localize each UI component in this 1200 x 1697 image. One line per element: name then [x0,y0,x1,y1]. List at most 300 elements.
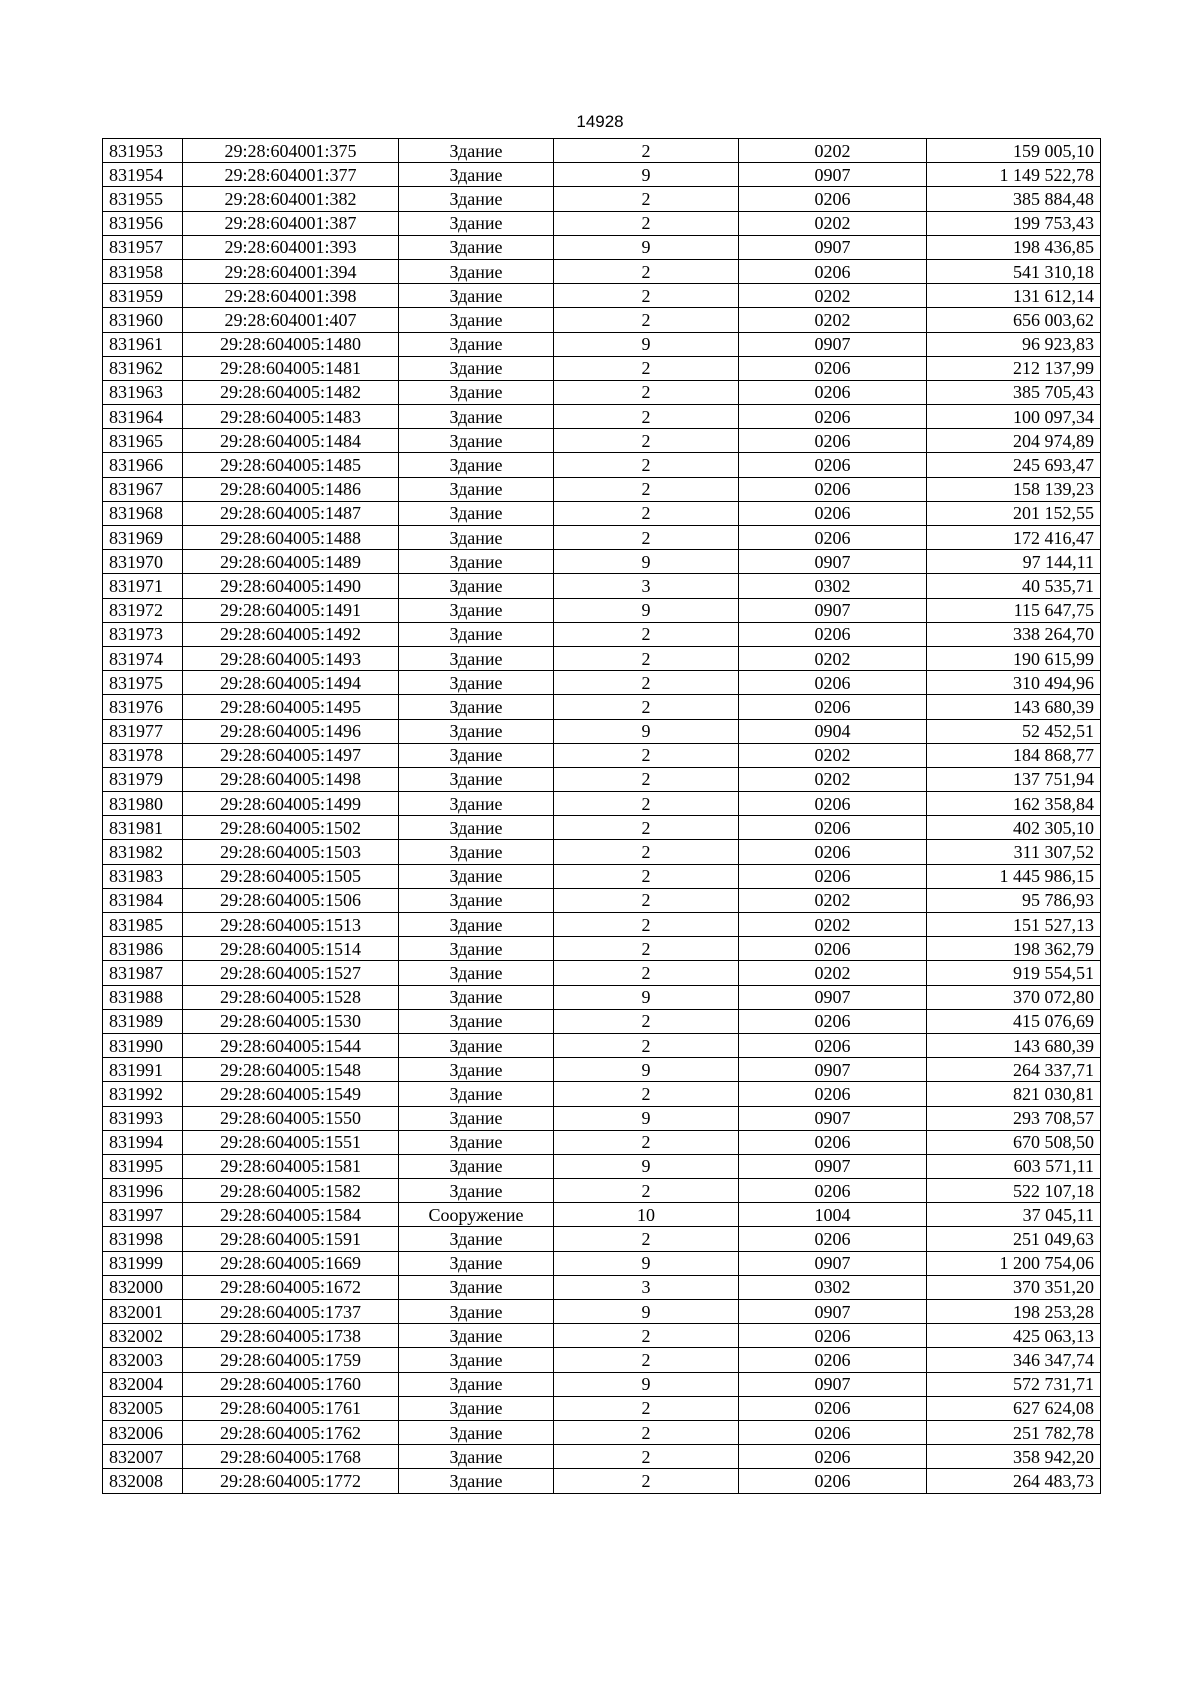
cadastral-number-cell: 29:28:604005:1493 [183,646,399,670]
row-number-cell: 831963 [103,380,183,404]
subgroup-code-cell: 0206 [739,840,927,864]
table-row [103,937,1101,961]
subgroup-code-cell: 0206 [739,671,927,695]
row-number-cell: 831954 [103,163,183,187]
cadastral-value-cell: 370 072,80 [927,985,1101,1009]
subgroup-code-cell: 0206 [739,937,927,961]
row-number-cell: 831990 [103,1033,183,1057]
group-cell: 2 [554,356,739,380]
row-number-cell: 831998 [103,1227,183,1251]
cadastral-value-cell: 415 076,69 [927,1009,1101,1033]
group-cell: 2 [554,937,739,961]
cadastral-value-cell: 1 200 754,06 [927,1251,1101,1275]
row-number-cell: 831964 [103,405,183,429]
row-number-cell: 831962 [103,356,183,380]
group-cell: 2 [554,646,739,670]
cadastral-value-cell: 245 693,47 [927,453,1101,477]
object-type-cell: Здание [399,550,554,574]
row-number-cell: 831970 [103,550,183,574]
table-row [103,405,1101,429]
row-number-cell: 832006 [103,1420,183,1444]
object-type-cell: Здание [399,840,554,864]
row-number-cell: 831973 [103,622,183,646]
cadastral-value-cell: 40 535,71 [927,574,1101,598]
subgroup-code-cell: 0302 [739,574,927,598]
cadastral-value-cell: 251 782,78 [927,1420,1101,1444]
subgroup-code-cell: 0907 [739,332,927,356]
group-cell: 2 [554,405,739,429]
cadastral-number-cell: 29:28:604005:1488 [183,526,399,550]
group-cell: 2 [554,429,739,453]
object-type-cell: Здание [399,308,554,332]
table-row [103,864,1101,888]
cadastral-value-cell: 158 139,23 [927,477,1101,501]
cadastral-value-cell: 919 554,51 [927,961,1101,985]
cadastral-value-cell: 143 680,39 [927,1033,1101,1057]
subgroup-code-cell: 0907 [739,1106,927,1130]
object-type-cell: Здание [399,767,554,791]
group-cell: 9 [554,550,739,574]
cadastral-value-cell: 522 107,18 [927,1179,1101,1203]
group-cell: 2 [554,864,739,888]
subgroup-code-cell: 0907 [739,985,927,1009]
subgroup-code-cell: 0206 [739,1179,927,1203]
group-cell: 9 [554,719,739,743]
subgroup-code-cell: 1004 [739,1203,927,1227]
table-row [103,671,1101,695]
cadastral-number-cell: 29:28:604005:1581 [183,1154,399,1178]
cadastral-number-cell: 29:28:604005:1494 [183,671,399,695]
group-cell: 2 [554,139,739,163]
object-type-cell: Здание [399,1082,554,1106]
object-type-cell: Здание [399,985,554,1009]
subgroup-code-cell: 0907 [739,235,927,259]
subgroup-code-cell: 0202 [739,961,927,985]
row-number-cell: 831995 [103,1154,183,1178]
subgroup-code-cell: 0206 [739,864,927,888]
cadastral-number-cell: 29:28:604005:1499 [183,792,399,816]
cadastral-number-cell: 29:28:604001:377 [183,163,399,187]
cadastral-value-cell: 37 045,11 [927,1203,1101,1227]
cadastral-value-cell: 821 030,81 [927,1082,1101,1106]
cadastral-number-cell: 29:28:604005:1502 [183,816,399,840]
object-type-cell: Здание [399,526,554,550]
cadastral-number-cell: 29:28:604005:1489 [183,550,399,574]
cadastral-value-cell: 251 049,63 [927,1227,1101,1251]
group-cell: 9 [554,1154,739,1178]
cadastral-number-cell: 29:28:604005:1483 [183,405,399,429]
subgroup-code-cell: 0206 [739,1033,927,1057]
group-cell: 2 [554,1445,739,1469]
table-row [103,550,1101,574]
group-cell: 2 [554,816,739,840]
row-number-cell: 831985 [103,913,183,937]
group-cell: 2 [554,1469,739,1493]
subgroup-code-cell: 0202 [739,284,927,308]
object-type-cell: Здание [399,719,554,743]
group-cell: 9 [554,332,739,356]
cadastral-number-cell: 29:28:604005:1492 [183,622,399,646]
table-row [103,1372,1101,1396]
object-type-cell: Сооружение [399,1203,554,1227]
group-cell: 2 [554,1033,739,1057]
cadastral-value-cell: 293 708,57 [927,1106,1101,1130]
subgroup-code-cell: 0206 [739,792,927,816]
group-cell: 2 [554,259,739,283]
table-row [103,888,1101,912]
cadastral-value-cell: 425 063,13 [927,1324,1101,1348]
row-number-cell: 831966 [103,453,183,477]
subgroup-code-cell: 0206 [739,1469,927,1493]
table-row [103,332,1101,356]
object-type-cell: Здание [399,1009,554,1033]
cadastral-number-cell: 29:28:604005:1548 [183,1058,399,1082]
object-type-cell: Здание [399,1275,554,1299]
row-number-cell: 832000 [103,1275,183,1299]
group-cell: 9 [554,1251,739,1275]
cadastral-value-cell: 346 347,74 [927,1348,1101,1372]
cadastral-number-cell: 29:28:604005:1762 [183,1420,399,1444]
cadastral-value-cell: 137 751,94 [927,767,1101,791]
cadastral-number-cell: 29:28:604005:1495 [183,695,399,719]
table-row [103,1179,1101,1203]
group-cell: 2 [554,622,739,646]
object-type-cell: Здание [399,1300,554,1324]
cadastral-number-cell: 29:28:604005:1490 [183,574,399,598]
subgroup-code-cell: 0904 [739,719,927,743]
table-row [103,380,1101,404]
object-type-cell: Здание [399,1469,554,1493]
group-cell: 2 [554,1227,739,1251]
table-row [103,574,1101,598]
subgroup-code-cell: 0907 [739,1154,927,1178]
subgroup-code-cell: 0206 [739,622,927,646]
table-row [103,308,1101,332]
group-cell: 2 [554,211,739,235]
row-number-cell: 831988 [103,985,183,1009]
object-type-cell: Здание [399,937,554,961]
row-number-cell: 832002 [103,1324,183,1348]
row-number-cell: 831958 [103,259,183,283]
group-cell: 2 [554,477,739,501]
subgroup-code-cell: 0206 [739,1348,927,1372]
cadastral-value-cell: 1 445 986,15 [927,864,1101,888]
table-row [103,139,1101,163]
subgroup-code-cell: 0206 [739,695,927,719]
object-type-cell: Здание [399,259,554,283]
cadastral-value-cell: 162 358,84 [927,792,1101,816]
subgroup-code-cell: 0907 [739,1300,927,1324]
subgroup-code-cell: 0206 [739,816,927,840]
subgroup-code-cell: 0206 [739,1130,927,1154]
cadastral-number-cell: 29:28:604005:1487 [183,501,399,525]
object-type-cell: Здание [399,1324,554,1348]
cadastral-value-cell: 670 508,50 [927,1130,1101,1154]
object-type-cell: Здание [399,211,554,235]
group-cell: 2 [554,743,739,767]
table-row [103,598,1101,622]
object-type-cell: Здание [399,864,554,888]
group-cell: 2 [554,380,739,404]
object-type-cell: Здание [399,574,554,598]
subgroup-code-cell: 0202 [739,743,927,767]
row-number-cell: 831996 [103,1179,183,1203]
cadastral-value-cell: 370 351,20 [927,1275,1101,1299]
table-row [103,767,1101,791]
subgroup-code-cell: 0206 [739,526,927,550]
table-row [103,985,1101,1009]
table-row [103,719,1101,743]
cadastral-number-cell: 29:28:604005:1484 [183,429,399,453]
table-row [103,1420,1101,1444]
group-cell: 9 [554,1106,739,1130]
cadastral-number-cell: 29:28:604005:1738 [183,1324,399,1348]
object-type-cell: Здание [399,187,554,211]
group-cell: 3 [554,574,739,598]
cadastral-number-cell: 29:28:604005:1497 [183,743,399,767]
object-type-cell: Здание [399,1033,554,1057]
cadastral-number-cell: 29:28:604005:1491 [183,598,399,622]
table-row [103,1251,1101,1275]
subgroup-code-cell: 0206 [739,1420,927,1444]
cadastral-number-cell: 29:28:604005:1584 [183,1203,399,1227]
table-row [103,1227,1101,1251]
cadastral-number-cell: 29:28:604005:1551 [183,1130,399,1154]
table-row [103,743,1101,767]
object-type-cell: Здание [399,380,554,404]
row-number-cell: 831960 [103,308,183,332]
object-type-cell: Здание [399,598,554,622]
row-number-cell: 831999 [103,1251,183,1275]
subgroup-code-cell: 0206 [739,1445,927,1469]
cadastral-value-cell: 96 923,83 [927,332,1101,356]
group-cell: 2 [554,1324,739,1348]
row-number-cell: 832005 [103,1396,183,1420]
group-cell: 2 [554,913,739,937]
cadastral-number-cell: 29:28:604005:1505 [183,864,399,888]
subgroup-code-cell: 0206 [739,259,927,283]
table-row [103,526,1101,550]
row-number-cell: 831993 [103,1106,183,1130]
table-row [103,211,1101,235]
row-number-cell: 831980 [103,792,183,816]
row-number-cell: 831967 [103,477,183,501]
object-type-cell: Здание [399,888,554,912]
subgroup-code-cell: 0202 [739,139,927,163]
cadastral-value-cell: 95 786,93 [927,888,1101,912]
group-cell: 9 [554,1058,739,1082]
object-type-cell: Здание [399,235,554,259]
object-type-cell: Здание [399,913,554,937]
table-row [103,187,1101,211]
subgroup-code-cell: 0202 [739,646,927,670]
group-cell: 2 [554,1348,739,1372]
row-number-cell: 832004 [103,1372,183,1396]
group-cell: 2 [554,767,739,791]
object-type-cell: Здание [399,1348,554,1372]
cadastral-value-cell: 199 753,43 [927,211,1101,235]
group-cell: 2 [554,308,739,332]
cadastral-number-cell: 29:28:604005:1498 [183,767,399,791]
object-type-cell: Здание [399,405,554,429]
table-row [103,453,1101,477]
table-row [103,695,1101,719]
object-type-cell: Здание [399,743,554,767]
table-row [103,1396,1101,1420]
subgroup-code-cell: 0202 [739,767,927,791]
table-row [103,477,1101,501]
subgroup-code-cell: 0206 [739,501,927,525]
group-cell: 10 [554,1203,739,1227]
object-type-cell: Здание [399,139,554,163]
cadastral-value-cell: 264 483,73 [927,1469,1101,1493]
table-row [103,913,1101,937]
table-row [103,816,1101,840]
table-row [103,840,1101,864]
subgroup-code-cell: 0907 [739,1251,927,1275]
table-row [103,1275,1101,1299]
row-number-cell: 831977 [103,719,183,743]
object-type-cell: Здание [399,1420,554,1444]
cadastral-number-cell: 29:28:604005:1761 [183,1396,399,1420]
table-row [103,1324,1101,1348]
subgroup-code-cell: 0206 [739,356,927,380]
cadastral-value-cell: 97 144,11 [927,550,1101,574]
object-type-cell: Здание [399,1227,554,1251]
table-row [103,622,1101,646]
object-type-cell: Здание [399,792,554,816]
table-row [103,792,1101,816]
cadastral-value-cell: 52 452,51 [927,719,1101,743]
subgroup-code-cell: 0907 [739,1058,927,1082]
row-number-cell: 831991 [103,1058,183,1082]
cadastral-value-cell: 656 003,62 [927,308,1101,332]
table-row [103,1033,1101,1057]
cadastral-number-cell: 29:28:604005:1530 [183,1009,399,1033]
row-number-cell: 831959 [103,284,183,308]
cadastral-value-cell: 184 868,77 [927,743,1101,767]
cadastral-number-cell: 29:28:604001:375 [183,139,399,163]
table-row [103,1203,1101,1227]
subgroup-code-cell: 0907 [739,1372,927,1396]
cadastral-value-cell: 627 624,08 [927,1396,1101,1420]
table-row [103,1348,1101,1372]
object-type-cell: Здание [399,695,554,719]
group-cell: 2 [554,187,739,211]
object-type-cell: Здание [399,1106,554,1130]
cadastral-number-cell: 29:28:604005:1759 [183,1348,399,1372]
subgroup-code-cell: 0206 [739,405,927,429]
cadastral-value-cell: 143 680,39 [927,695,1101,719]
cadastral-value-cell: 115 647,75 [927,598,1101,622]
cadastral-value-cell: 198 362,79 [927,937,1101,961]
object-type-cell: Здание [399,501,554,525]
table-row [103,429,1101,453]
cadastral-number-cell: 29:28:604005:1482 [183,380,399,404]
object-type-cell: Здание [399,477,554,501]
table-row [103,1130,1101,1154]
cadastral-value-cell: 159 005,10 [927,139,1101,163]
row-number-cell: 831994 [103,1130,183,1154]
row-number-cell: 831972 [103,598,183,622]
row-number-cell: 831961 [103,332,183,356]
cadastral-value-cell: 172 416,47 [927,526,1101,550]
cadastral-value-cell: 1 149 522,78 [927,163,1101,187]
group-cell: 2 [554,888,739,912]
row-number-cell: 831976 [103,695,183,719]
group-cell: 9 [554,985,739,1009]
subgroup-code-cell: 0206 [739,187,927,211]
row-number-cell: 831982 [103,840,183,864]
cadastral-number-cell: 29:28:604005:1514 [183,937,399,961]
subgroup-code-cell: 0206 [739,477,927,501]
object-type-cell: Здание [399,1058,554,1082]
cadastral-number-cell: 29:28:604005:1480 [183,332,399,356]
cadastral-number-cell: 29:28:604005:1672 [183,1275,399,1299]
cadastral-number-cell: 29:28:604005:1481 [183,356,399,380]
group-cell: 2 [554,526,739,550]
group-cell: 2 [554,1420,739,1444]
object-type-cell: Здание [399,429,554,453]
cadastral-number-cell: 29:28:604005:1737 [183,1300,399,1324]
object-type-cell: Здание [399,1154,554,1178]
registry-table-body [103,139,1101,1494]
object-type-cell: Здание [399,284,554,308]
object-type-cell: Здание [399,671,554,695]
subgroup-code-cell: 0206 [739,1082,927,1106]
table-row [103,1009,1101,1033]
cadastral-value-cell: 264 337,71 [927,1058,1101,1082]
cadastral-number-cell: 29:28:604005:1591 [183,1227,399,1251]
cadastral-value-cell: 198 436,85 [927,235,1101,259]
row-number-cell: 831969 [103,526,183,550]
row-number-cell: 831971 [103,574,183,598]
cadastral-number-cell: 29:28:604001:407 [183,308,399,332]
cadastral-value-cell: 212 137,99 [927,356,1101,380]
cadastral-value-cell: 385 705,43 [927,380,1101,404]
row-number-cell: 831992 [103,1082,183,1106]
cadastral-number-cell: 29:28:604005:1527 [183,961,399,985]
subgroup-code-cell: 0206 [739,429,927,453]
group-cell: 2 [554,284,739,308]
subgroup-code-cell: 0907 [739,163,927,187]
row-number-cell: 831986 [103,937,183,961]
cadastral-number-cell: 29:28:604005:1582 [183,1179,399,1203]
table-row [103,501,1101,525]
object-type-cell: Здание [399,1396,554,1420]
cadastral-number-cell: 29:28:604005:1485 [183,453,399,477]
cadastral-value-cell: 100 097,34 [927,405,1101,429]
cadastral-number-cell: 29:28:604001:394 [183,259,399,283]
cadastral-value-cell: 572 731,71 [927,1372,1101,1396]
group-cell: 2 [554,1082,739,1106]
object-type-cell: Здание [399,453,554,477]
subgroup-code-cell: 0206 [739,1227,927,1251]
group-cell: 2 [554,840,739,864]
group-cell: 9 [554,598,739,622]
subgroup-code-cell: 0202 [739,913,927,937]
row-number-cell: 831983 [103,864,183,888]
cadastral-value-cell: 198 253,28 [927,1300,1101,1324]
cadastral-number-cell: 29:28:604005:1549 [183,1082,399,1106]
cadastral-value-cell: 402 305,10 [927,816,1101,840]
subgroup-code-cell: 0302 [739,1275,927,1299]
table-row [103,1082,1101,1106]
registry-table [102,138,1101,1494]
object-type-cell: Здание [399,1130,554,1154]
cadastral-number-cell: 29:28:604005:1486 [183,477,399,501]
group-cell: 2 [554,453,739,477]
